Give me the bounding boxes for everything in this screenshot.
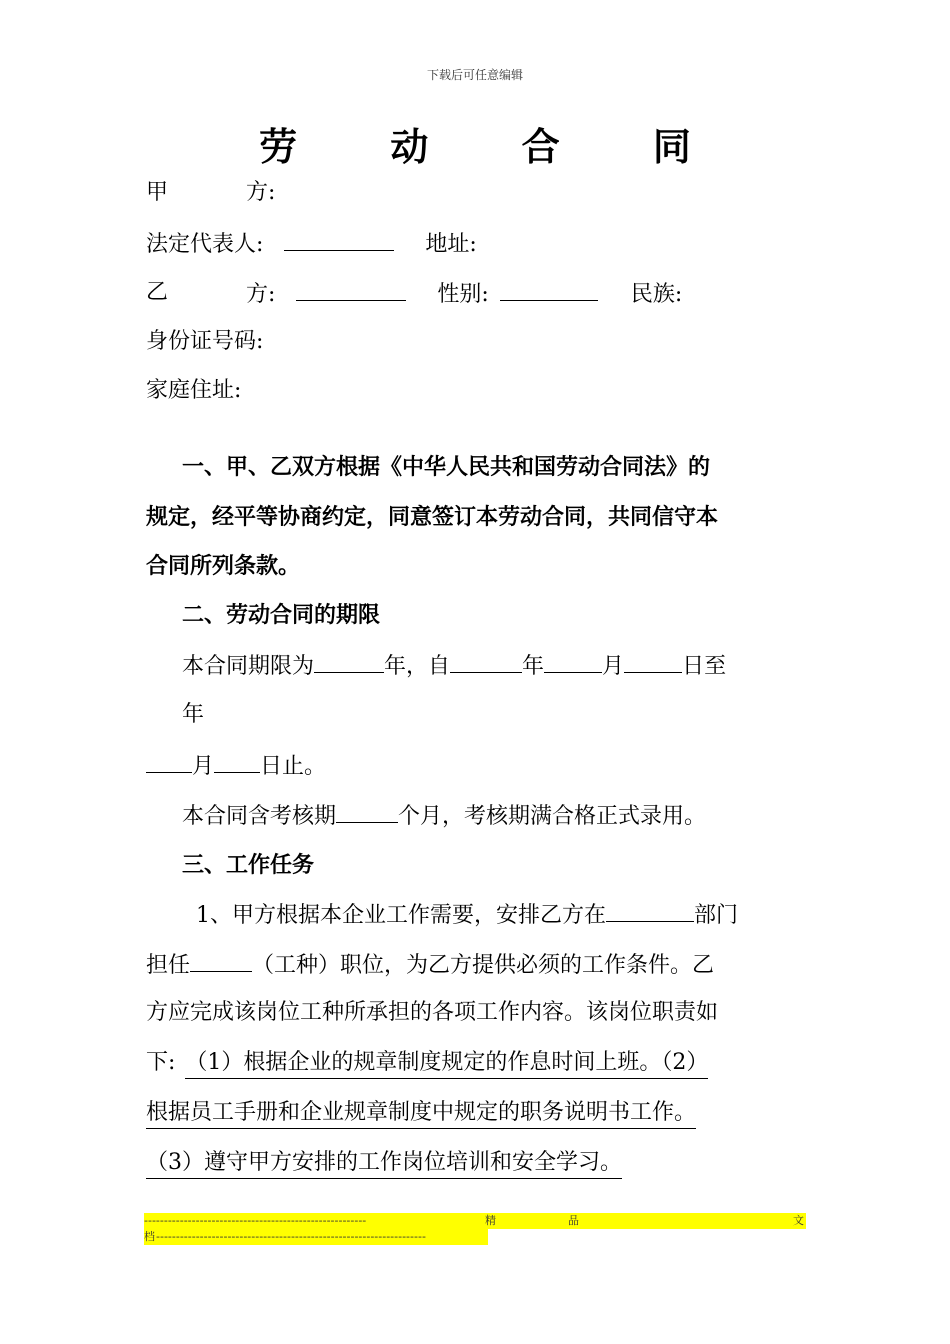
gender-blank xyxy=(500,278,598,301)
id-number-row xyxy=(146,327,263,357)
section1-line3: 合同所列条款。 xyxy=(146,553,301,579)
header-note: 下载后可任意编辑 xyxy=(426,68,523,82)
party-a-label-2: 方: xyxy=(246,180,276,205)
footer-dashes-2: -------------------------------------------------------------------- xyxy=(156,1230,426,1243)
start-month-blank xyxy=(544,650,602,673)
home-address-label: 家庭住址: xyxy=(146,378,242,403)
section2-heading: 二、劳动合同的期限 xyxy=(182,602,381,628)
party-a-row xyxy=(146,178,168,208)
end-day-text: 日止。 xyxy=(260,754,327,779)
end-month-text: 月 xyxy=(192,754,215,779)
footer-prefix-2: 档 xyxy=(144,1230,155,1243)
department-blank xyxy=(606,899,694,922)
party-a-label-2-wrap xyxy=(246,178,275,208)
term-year-text: 年，自 xyxy=(384,654,451,679)
start-year-blank xyxy=(450,650,522,673)
id-number-label: 身份证号码: xyxy=(146,329,264,354)
duty-2-text: 根据员工手册和企业规章制度中规定的职务说明书工作。 xyxy=(146,1098,696,1129)
probation-blank xyxy=(336,800,398,823)
legal-rep-row xyxy=(146,228,477,260)
duty-3-text: （3）遵守甲方安排的工作岗位培训和安全学习。 xyxy=(146,1148,622,1179)
task-line2 xyxy=(146,949,714,981)
ethnicity-label: 民族: xyxy=(630,282,683,307)
job-type-blank xyxy=(190,949,252,972)
task-line1-suffix: 部门 xyxy=(694,903,739,928)
probation-row xyxy=(182,800,706,832)
footer-word-1: 精 xyxy=(485,1214,496,1227)
end-date-row xyxy=(146,750,326,782)
duty-1-text: （1）根据企业的规章制度规定的作息时间上班。（2） xyxy=(185,1048,708,1079)
start-month-text: 月 xyxy=(602,654,625,679)
party-b-label-2: 方: xyxy=(246,282,276,307)
legal-rep-label: 法定代表人: xyxy=(146,232,264,257)
task-line4-prefix: 下: xyxy=(146,1050,176,1075)
probation-suffix: 个月，考核期满合格正式录用。 xyxy=(398,804,707,829)
task-line5 xyxy=(146,1098,696,1129)
address-label: 地址: xyxy=(425,232,477,257)
end-year-text: 年 xyxy=(182,702,205,727)
party-b-label-1: 乙 xyxy=(146,280,169,305)
probation-prefix: 本合同含考核期 xyxy=(182,804,337,829)
contract-term-row xyxy=(182,650,726,682)
start-day-text: 日至 xyxy=(682,654,727,679)
end-month-blank xyxy=(146,750,192,773)
section1-line1: 一、甲、乙双方根据《中华人民共和国劳动合同法》的 xyxy=(182,454,711,480)
task-line4 xyxy=(146,1048,708,1079)
gender-label: 性别: xyxy=(437,282,489,307)
task-line2-suffix: （工种）职位，为乙方提供必须的工作条件。乙 xyxy=(252,953,715,978)
end-day-blank xyxy=(214,750,260,773)
section3-heading: 三、工作任务 xyxy=(182,852,315,878)
start-year-text: 年 xyxy=(522,654,545,679)
party-b-row xyxy=(246,278,682,310)
home-address-row xyxy=(146,376,241,406)
term-years-blank xyxy=(314,650,384,673)
footer-word-3: 文 xyxy=(793,1214,804,1227)
start-day-blank xyxy=(624,650,682,673)
section1-line2: 规定，经平等协商约定，同意签订本劳动合同，共同信守本 xyxy=(146,504,719,530)
party-b-name-blank xyxy=(296,278,406,301)
task-line3: 方应完成该岗位工种所承担的各项工作内容。该岗位职责如 xyxy=(146,1000,719,1025)
legal-rep-blank xyxy=(284,228,394,251)
footer-dashes-1: -------------------------------------------------------- xyxy=(144,1214,367,1227)
party-a-label-1: 甲 xyxy=(146,180,169,205)
document-title: 劳 动 合 同 xyxy=(259,124,731,169)
footer-word-2: 品 xyxy=(568,1214,579,1227)
party-b-label-1-wrap xyxy=(146,278,168,308)
task-line1 xyxy=(196,899,738,931)
task-line6 xyxy=(146,1148,622,1179)
task-line2-prefix: 担任 xyxy=(146,953,191,978)
footer-highlight-1 xyxy=(144,1213,806,1229)
task-line1-prefix: 1、甲方根据本企业工作需要，安排乙方在 xyxy=(196,903,606,928)
term-prefix: 本合同期限为 xyxy=(182,654,315,679)
footer-highlight-2 xyxy=(144,1229,488,1245)
